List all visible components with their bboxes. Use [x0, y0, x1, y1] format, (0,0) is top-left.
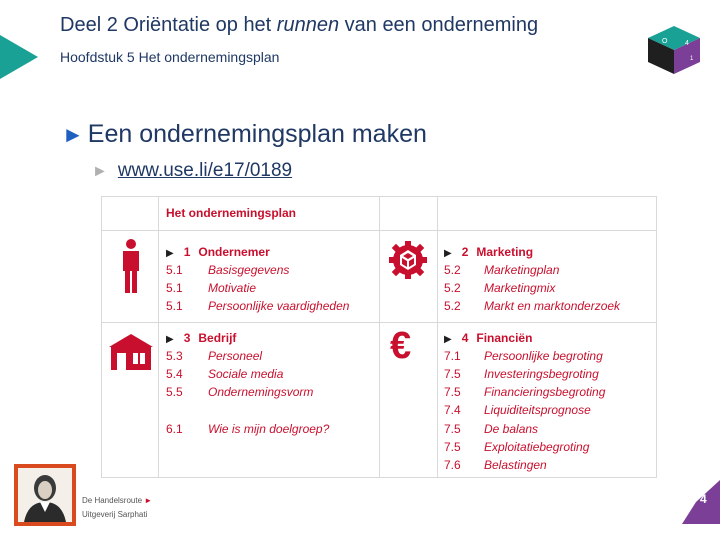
item-number: 7.5: [444, 385, 461, 399]
item-number: 7.1: [444, 349, 461, 363]
table-divider: [379, 197, 380, 477]
marketing-gear-icon: [389, 241, 427, 279]
item-number: 5.3: [166, 349, 183, 363]
item-label: Financieringsbegroting: [484, 385, 606, 399]
arrow-icon: ▶: [166, 248, 174, 259]
item-label: Marketingplan: [484, 263, 560, 277]
cube-letter: O: [662, 38, 668, 45]
item-label: Belastingen: [484, 458, 547, 472]
item-number: 7.4: [444, 403, 461, 417]
category-number: 4: [461, 331, 469, 345]
category-header-marketing: [444, 245, 533, 259]
table-heading: Het ondernemingsplan: [166, 206, 297, 220]
publisher-name: [82, 496, 152, 505]
category-header-financien: [444, 331, 532, 345]
item-number: 7.5: [444, 422, 461, 436]
item-number: 5.5: [166, 385, 183, 399]
arrow-icon: ▶: [166, 334, 174, 345]
item-number: 6.1: [166, 422, 183, 436]
triangle-bullet-icon: ►: [92, 163, 108, 180]
item-number: 7.5: [444, 440, 461, 454]
publisher-line: De Handelsroute: [82, 496, 143, 505]
item-label: Exploitatiebegroting: [484, 440, 590, 454]
publisher-portrait-logo: [14, 464, 76, 526]
triangle-bullet-icon: ►: [62, 122, 84, 147]
left-arrow-decoration: [0, 35, 38, 79]
item-number: 5.2: [444, 263, 461, 277]
item-label: Wie is mijn doelgroep?: [208, 422, 330, 436]
item-label: Persoonlijke vaardigheden: [208, 299, 350, 313]
person-icon: [120, 239, 142, 295]
table-divider: [102, 322, 656, 323]
category-title: Marketing: [476, 245, 534, 259]
category-header-bedrijf: [166, 331, 236, 345]
table-divider: [437, 197, 438, 477]
item-label: De balans: [484, 422, 539, 436]
triangle-bullet-icon: ►: [144, 496, 153, 505]
item-label: Ondernemingsvorm: [208, 385, 314, 399]
arrow-icon: ▶: [444, 334, 452, 345]
building-icon: [108, 333, 154, 371]
item-label: Liquiditeitsprognose: [484, 403, 591, 417]
category-number: 1: [183, 245, 191, 259]
category-title: Ondernemer: [198, 245, 270, 259]
title-part: van een onderneming: [339, 14, 539, 36]
item-label: Markt en marktonderzoek: [484, 299, 621, 313]
euro-icon: €: [390, 325, 412, 367]
item-label: Personeel: [208, 349, 263, 363]
page-number: 4: [700, 492, 707, 506]
item-number: 5.4: [166, 367, 183, 381]
table-divider: [158, 197, 159, 477]
category-title: Financiën: [476, 331, 533, 345]
item-number: 7.6: [444, 458, 461, 472]
item-label: Marketingmix: [484, 281, 556, 295]
category-title: Bedrijf: [198, 331, 237, 345]
business-plan-table: [101, 196, 657, 478]
item-label: Persoonlijke begroting: [484, 349, 603, 363]
cube-logo: [648, 26, 700, 74]
item-label: Sociale media: [208, 367, 284, 381]
item-number: 5.2: [444, 299, 461, 313]
chapter-subtitle: Hoofdstuk 5 Het ondernemingsplan: [60, 49, 280, 65]
portrait-icon: [18, 468, 72, 522]
item-label: Basisgegevens: [208, 263, 290, 277]
section-title: [62, 120, 427, 149]
item-label: Motivatie: [208, 281, 257, 295]
category-header-ondernemer: [166, 245, 270, 259]
title-part: Deel 2 Oriëntatie op het: [60, 14, 277, 36]
page-title: [60, 14, 538, 37]
publisher-imprint: Uitgeverij Sarphati: [82, 510, 148, 519]
item-number: 7.5: [444, 367, 461, 381]
item-number: 5.2: [444, 281, 461, 295]
item-number: 5.1: [166, 299, 183, 313]
cube-letter: 4: [685, 40, 689, 47]
link-row: [92, 160, 292, 182]
category-number: 3: [183, 331, 191, 345]
title-italic: runnen: [276, 14, 340, 36]
table-divider: [102, 230, 656, 231]
item-label: Investeringsbegroting: [484, 367, 599, 381]
item-number: 5.1: [166, 263, 183, 277]
section-title-text: Een ondernemingsplan maken: [87, 120, 427, 148]
item-number: 5.1: [166, 281, 183, 295]
cube-letter: 1: [690, 56, 694, 62]
category-number: 2: [461, 245, 469, 259]
web-link[interactable]: www.use.li/e17/0189: [117, 160, 293, 181]
arrow-icon: ▶: [444, 248, 452, 259]
